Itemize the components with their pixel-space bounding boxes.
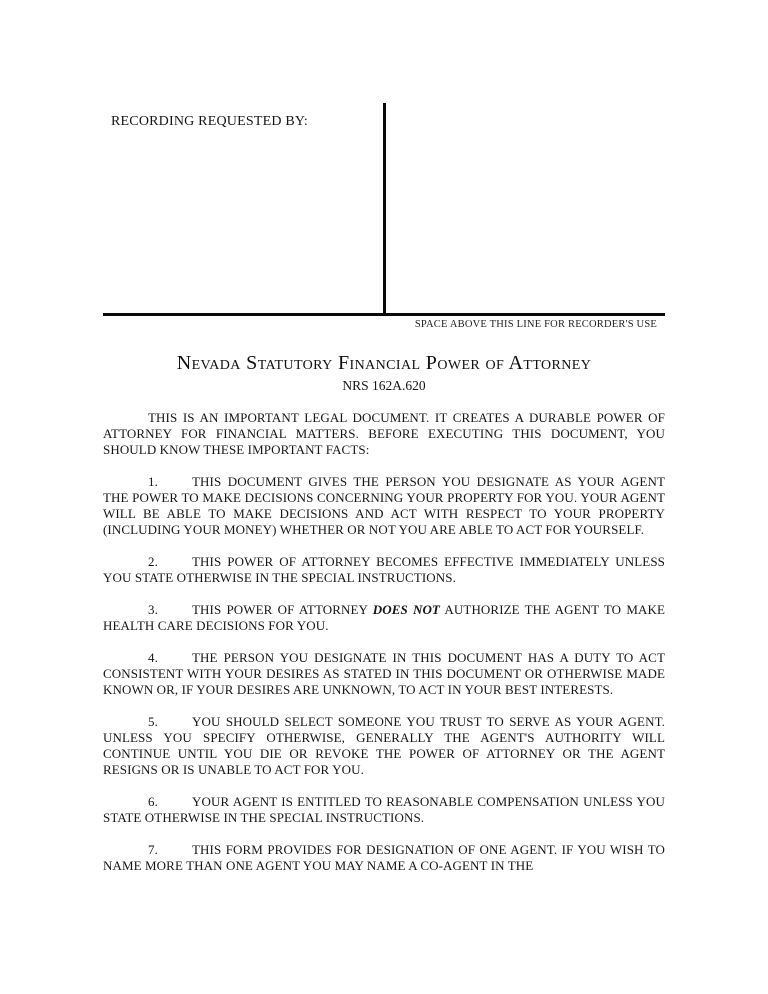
fact-text-2: THIS POWER OF ATTORNEY BECOMES EFFECTIVE IMMEDIATELY UNLESS YOU STATE OTHERWISE IN THE SPECIAL INSTRUCTIONS. [103, 554, 665, 585]
fact-text-3-emphasis: DOES NOT [372, 602, 440, 617]
fact-text-4: THE PERSON YOU DESIGNATE IN THIS DOCUMENT HAS A DUTY TO ACT CONSISTENT WITH YOUR DESIRES AS STATED IN THIS DOCUMENT OR OTHERWISE MADE KNOWN OR, IF YOUR DESIRES ARE UNKNOWN, TO ACT IN YOUR BEST INTERESTS. [103, 650, 665, 697]
document-title: Nevada Statutory Financial Power of Attorney [176, 352, 592, 374]
fact-paragraph-3 [103, 602, 665, 634]
fact-paragraph-7 [103, 842, 665, 874]
fact-number-7: 7. [148, 842, 158, 857]
recorder-reserved-box [103, 103, 665, 316]
fact-paragraph-2 [103, 554, 665, 586]
recording-requested-by-label: RECORDING REQUESTED BY: [111, 114, 308, 129]
intro-paragraph: THIS IS AN IMPORTANT LEGAL DOCUMENT. IT CREATES A DURABLE POWER OF ATTORNEY FOR FINANCIAL MATTERS. BEFORE EXECUTING THIS DOCUMENT, YOU SHOULD KNOW THESE IMPORTANT FACTS: [103, 410, 665, 457]
fact-paragraph-1 [103, 474, 665, 538]
fact-number-1: 1. [148, 474, 158, 489]
fact-number-4: 4. [148, 650, 158, 665]
fact-number-6: 6. [148, 794, 158, 809]
fact-text-3-before: THIS POWER OF ATTORNEY [192, 602, 373, 617]
fact-number-3: 3. [148, 602, 158, 617]
document-content [0, 103, 768, 874]
fact-number-2: 2. [148, 554, 158, 569]
fact-text-5: YOU SHOULD SELECT SOMEONE YOU TRUST TO SERVE AS YOUR AGENT. UNLESS YOU SPECIFY OTHERWISE, GENERALLY THE AGENT'S AUTHORITY WILL CONTINUE UNTIL YOU DIE OR REVOKE THE POWER OF ATTORNEY OR THE AGENT RESIGNS OR IS UNABLE TO ACT FOR YOU. [103, 714, 665, 777]
fact-text-7: THIS FORM PROVIDES FOR DESIGNATION OF ONE AGENT. IF YOU WISH TO NAME MORE THAN ONE AGENT YOU MAY NAME A CO-AGENT IN THE [103, 842, 665, 873]
recorder-use-note: SPACE ABOVE THIS LINE FOR RECORDER'S USE [414, 319, 657, 330]
fact-paragraph-6 [103, 794, 665, 826]
fact-paragraph-4 [103, 650, 665, 698]
statute-reference: NRS 162A.620 [342, 378, 426, 393]
fact-text-6: YOUR AGENT IS ENTITLED TO REASONABLE COMPENSATION UNLESS YOU STATE OTHERWISE IN THE SPECIAL INSTRUCTIONS. [103, 794, 665, 825]
fact-paragraph-5 [103, 714, 665, 778]
recorder-box-vertical-divider [383, 103, 386, 313]
fact-text-1: THIS DOCUMENT GIVES THE PERSON YOU DESIGNATE AS YOUR AGENT THE POWER TO MAKE DECISIONS CONCERNING YOUR PROPERTY FOR YOU. YOUR AGENT WILL BE ABLE TO MAKE DECISIONS AND ACT WITH RESPECT TO YOUR PROPERTY (INCLUDING YOUR MONEY) WHETHER OR NOT YOU ARE ABLE TO ACT FOR YOURSELF. [103, 474, 665, 537]
fact-number-5: 5. [148, 714, 158, 729]
fact-text-3-after: AUTHORIZE THE AGENT TO MAKE HEALTH CARE DECISIONS FOR YOU. [103, 602, 665, 633]
document-body [103, 410, 665, 874]
